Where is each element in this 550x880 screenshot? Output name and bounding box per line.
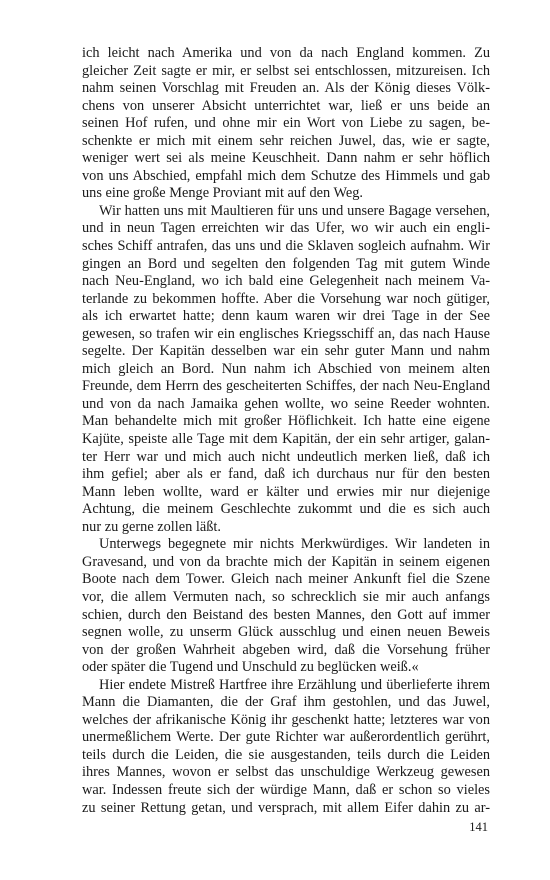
text-line: Hier endete Mistreß Hartfree ihre Erzählung und überlieferte ihrem (99, 676, 490, 693)
text-line: segnen wolle, zu unserm Glück ausschlug und einen neuen Beweis (82, 624, 490, 641)
text-line: Kajüte, speiste alle Tage mit dem Kapitän, der ein sehr artiger, galan- (82, 431, 490, 448)
text-line: teils durch die Leiden, die sie ausgestanden, teils durch die Leiden (82, 746, 490, 763)
text-line: und von da nach Jamaika gehen wollte, wo seine Reeder wohnten. (82, 395, 490, 412)
text-line: segelte. Der Kapitän desselben war ein sehr guter Mann und nahm (82, 343, 490, 360)
text-line: gleicher Zeit sagte er mir, er selbst sei entschlossen, mitzureisen. Ich (82, 62, 490, 79)
text-line: Mann die Diamanten, die der Graf ihm gestohlen, und das Juwel, (82, 694, 490, 711)
text-line: ich leicht nach Amerika und von da nach England kommen. Zu (82, 45, 490, 61)
text-line: chens von unserer Absicht unterrichtet war, ließ er uns beide an (82, 97, 490, 114)
text-line: ihm gefiel; aber als er fand, daß ich durchaus nur für den besten (82, 466, 490, 483)
text-line: Achtung, die meinem Geschlechte zukommt und die es sich auch (82, 501, 490, 518)
text-line: oder später die Tugend und Unschuld zu beglücken weiß.« (82, 659, 419, 676)
text-line: mich gleich an Bord. Nun nahm ich Abschied von meinem alten (82, 360, 490, 377)
text-line: Unterwegs begegnete mir nichts Merkwürdiges. Wir landeten in (99, 536, 490, 553)
text-line: von der großen Wahrheit abgeben wird, daß die Vorsehung früher (82, 641, 490, 658)
text-line: als ich erwartet hatte; denn kaum waren wir drei Tage in der See (82, 308, 490, 325)
paragraph (82, 45, 490, 203)
text-line: vor, die allem Vermuten nach, so schrecklich sie mir auch anfangs (82, 588, 490, 605)
text-line: weniger wert sei als meine Keuschheit. Dann nahm er sehr höflich (82, 150, 490, 167)
text-line: gewesen, so trafen wir ein englisches Kriegsschiff an, das nach Hause (82, 325, 490, 342)
text-line: ter Herr war und mich auch nicht undeutlich merken ließ, daß ich (82, 448, 490, 465)
text-line: Freunde, dem Herrn des gescheiterten Schiffes, der nach Neu-England (82, 378, 490, 395)
text-line: gingen an Bord und segelten den folgenden Tag mit gutem Winde (82, 255, 490, 272)
paragraph (82, 677, 490, 817)
text-line: ihres Mannes, wovon er selbst das unschuldige Werkzeug gewesen (82, 764, 490, 781)
paragraph (82, 203, 490, 536)
paragraph (82, 536, 490, 676)
text-line: war. Indessen freute sich der würdige Mann, daß er schon so vieles (82, 781, 490, 798)
text-line: Boote nach dem Tower. Gleich nach meiner Ankunft fiel die Szene (82, 571, 490, 588)
text-line: nahm seinen Vorschlag mit Freuden an. Als der König dieses Völk- (82, 80, 490, 97)
text-line: unermeßlichem Werte. Der gute Richter war außerordentlich gerührt, (82, 729, 490, 746)
text-line: schien, durch den Beistand des besten Mannes, den Gott auf immer (82, 606, 490, 623)
text-line: von uns Abschied, empfahl mich dem Schutze des Himmels und gab (82, 167, 490, 184)
text-line: zu seiner Rettung getan, und versprach, mit allem Eifer dahin zu ar- (82, 799, 490, 816)
text-line: seinen Hof rufen, und ohne mir ein Wort von Liebe zu sagen, be- (82, 115, 490, 132)
text-line: terlande zu bekommen hoffte. Aber die Vorsehung war noch gütiger, (82, 290, 490, 307)
text-line: Wir hatten uns mit Maultieren für uns und unsere Bagage versehen, (99, 202, 490, 219)
body-text (82, 45, 490, 817)
text-line: und in neun Tagen erreichten wir das Ufer, wo wir auch ein engli- (82, 220, 490, 237)
text-line: uns eine große Menge Proviant mit auf den Weg. (82, 185, 364, 202)
text-line: nur zu gerne zollen läßt. (82, 518, 221, 535)
text-line: Man behandelte mich mit großer Höflichkeit. Ich hatte eine eigene (82, 413, 490, 430)
text-line: sches Schiff antrafen, das uns und die Sklaven sogleich aufnahm. Wir (82, 238, 490, 255)
page-number: 141 (469, 820, 488, 834)
text-line: Mann leben wollte, ward er kälter und erwies mir nur diejenige (82, 483, 490, 500)
text-line: welches der afrikanische König ihr geschenkt hatte; letzteres war von (82, 711, 490, 728)
text-line: nach Neu-England, wo ich bald eine Gelegenheit nach meinem Va- (82, 273, 490, 290)
text-line: schenkte er mich mit einem sehr reichen Juwel, das, wie er sagte, (82, 132, 490, 149)
text-line: Gravesand, und von da brachte mich der Kapitän in seinem eigenen (82, 553, 490, 570)
